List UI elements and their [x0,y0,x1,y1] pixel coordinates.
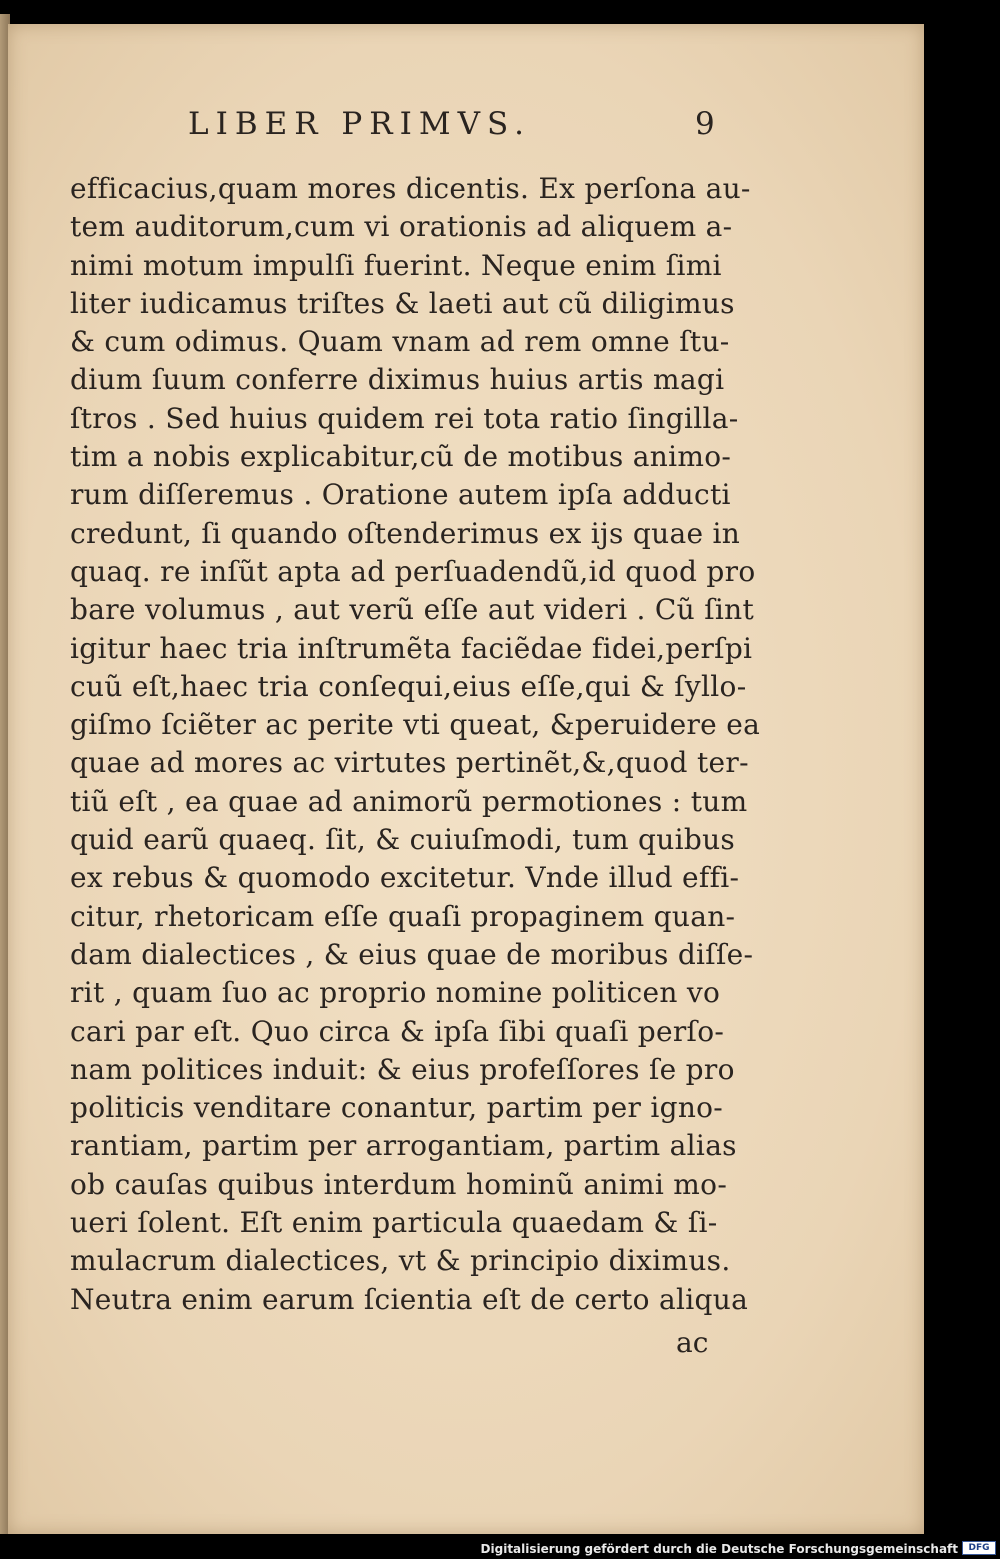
text-line: dium ſuum conferre diximus huius artis magi [70,363,725,397]
dfg-logo: DFG [962,1541,996,1555]
text-line: quid earũ quaeq. ſit, & cuiuſmodi, tum quibus [70,823,736,857]
text-line: politicis venditare conantur, partim per igno- [70,1091,724,1125]
text-line: quaq. re inſũt apta ad perſuadendũ,id quod pro [70,554,756,588]
book-page [8,24,924,1534]
text-line: rit , quam ſuo ac proprio nomine politicen vo [70,976,721,1010]
text-line: cuũ eſt,haec tria conſequi,eius eſſe,qui & ſyllo- [70,669,747,703]
text-line: rantiam, partim per arrogantiam, partim alias [70,1129,737,1163]
footer-bar [0,1538,1000,1559]
text-line: citur, rhetoricam eſſe quaſi propaginem quan- [70,899,736,933]
text-line: tem auditorum,cum vi orationis ad aliquem a- [70,210,733,244]
text-line: dam dialectices , & eius quae de moribus diſſe- [70,937,754,971]
text-line: cari par eſt. Quo circa & ipſa ſibi quaſi perſo- [70,1014,725,1048]
funding-credit: Digitalisierung gefördert durch die Deutsche Forschungsgemeinschaft [480,1542,958,1556]
text-line: giſmo ſciẽter ac perite vti queat, &peruidere ea [70,708,761,742]
text-line: Neutra enim earum ſcientia eſt de certo aliqua [70,1282,749,1316]
text-line: efficacius,quam mores dicentis. Ex perſona au- [70,172,751,205]
text-line: nam politices induit: & eius profeſſores ſe pro [70,1052,735,1086]
text-line: ueri ſolent. Eſt enim particula quaedam & ſi- [70,1206,718,1240]
page-content [8,24,924,1534]
running-head: LIBER PRIMVS. [188,106,531,142]
text-line: tiũ eſt , ea quae ad animorũ permotiones : tum [70,784,748,818]
text-line: liter iudicamus triſtes & laeti aut cũ diligimus [70,286,735,320]
catchword: ac [676,1326,709,1359]
text-line: quae ad mores ac virtutes pertinẽt,&,quod ter- [70,746,749,780]
text-line: ſtros . Sed huius quidem rei tota ratio ſingilla- [70,401,739,435]
text-line: bare volumus , aut verũ eſſe aut videri . Cũ ſint [70,593,754,627]
body-text [70,170,770,1319]
text-line: credunt, ſi quando oſtenderimus ex ijs quae in [70,516,741,550]
page-number: 9 [695,106,715,142]
text-line: igitur haec tria inſtrumẽta faciẽdae fidei,perſpi [70,631,753,665]
text-line: mulacrum dialectices, vt & principio diximus. [70,1244,731,1278]
text-line: & cum odimus. Quam vnam ad rem omne ſtu- [70,325,730,359]
text-line: nimi motum impulſi fuerint. Neque enim ſimi [70,248,722,282]
text-line: ex rebus & quomodo excitetur. Vnde illud effi- [70,861,740,895]
text-line: rum diſſeremus . Oratione autem ipſa adducti [70,478,731,512]
text-line: ob cauſas quibus interdum hominũ animi mo- [70,1167,728,1201]
text-line: tim a nobis explicabitur,cũ de motibus animo- [70,440,732,474]
